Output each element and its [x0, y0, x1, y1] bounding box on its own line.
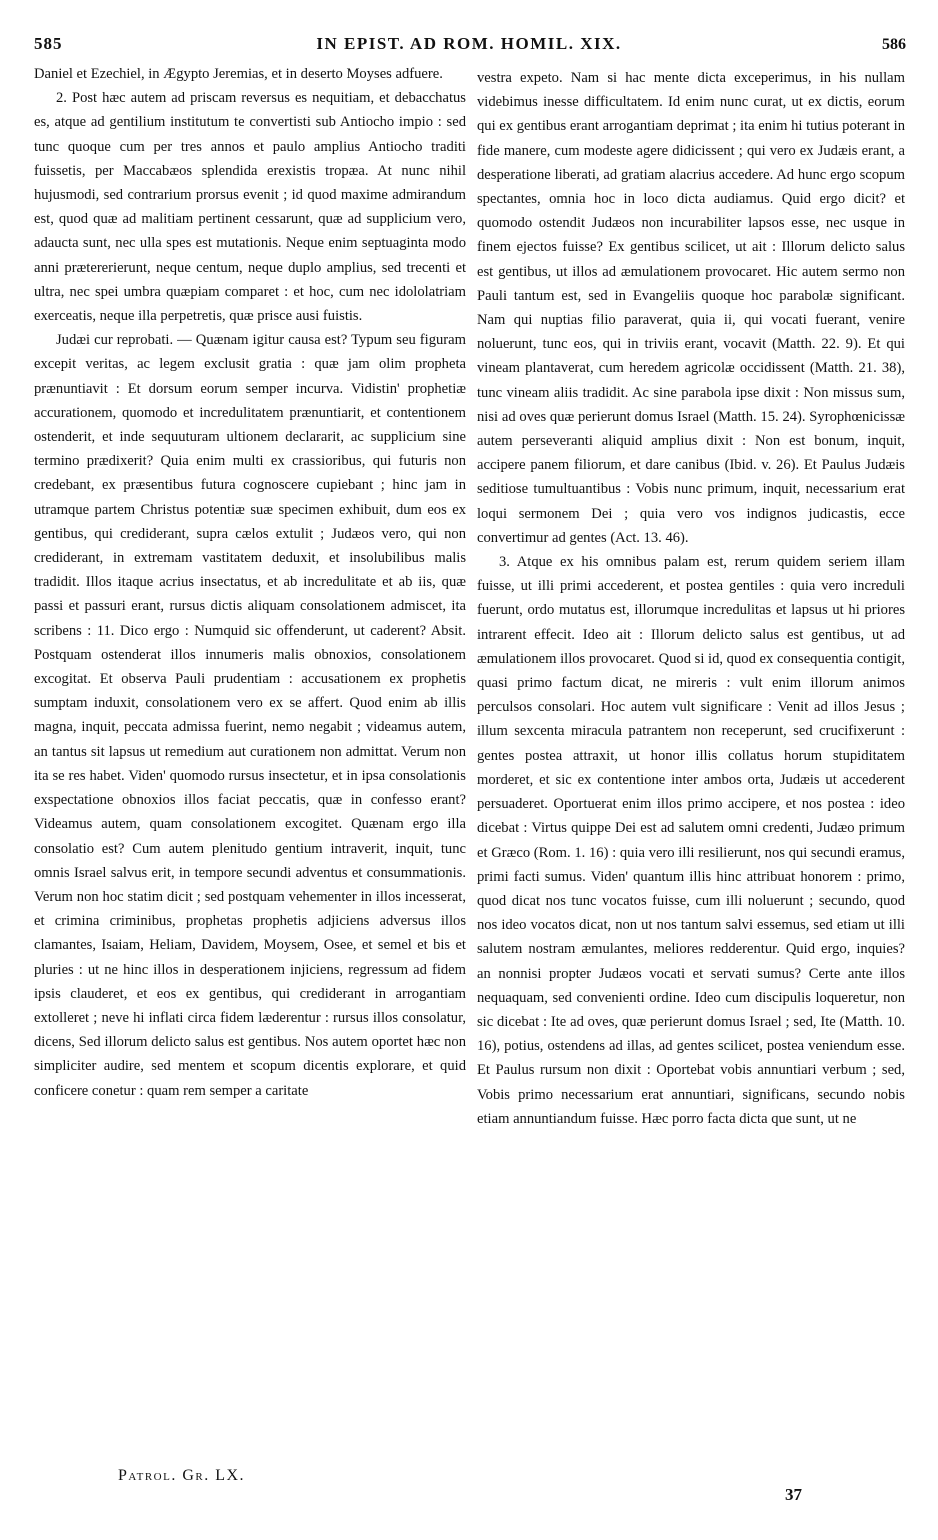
- paragraph: 3. Atque ex his omnibus palam est, rerum quidem seriem illam fuisse, ut illi primi accederent, et postea gentiles : quia vero increduli fuerunt, ordo mutatus est, illorumque incredulitas et lapsus ut hi priores intrarent effecit. Ideo ait : Illorum delicto salus est gentibus, ut ad æmulationem illos provocaret. Quod si id, quod ex consequentia contigit, quasi primo factum dicat, ne mireris : vult enim illorum animos perculsos consolari. Hoc autem vult significare : Venit ad illos Jesus ; illum sexcenta miracula patrantem non receperunt, sed crucifixerunt : gentes postea attraxit, ut honor illis collatus horum stupiditatem morderet, et sic ex contentione inter ambos orta, Judæis ut accederent persuaderet. Oportuerat enim illos primo accipere, et nos postea : ideo dicebat : Virtus quippe Dei est ad salutem omni credenti, Judæo primum et Græco (Rom. 1. 16) : quia vero illi resilierunt, nos qui secundi eramus, primi facti sumus. Viden' quantum illis hinc attribuat honorem : primo, quod dicat nos tunc vocatos fuisse, cum illi noluerunt ; secundo, quod nos ideo vocatos dicat, non ut nos tantum salvi essemus, sed etiam ut illi salutem nostram æmulantes, meliores redderentur. Quid ergo, inquies? an nonnisi propter Judæos vocati et servati sumus? Certe ante illos nequaquam, sed convenienti ordine. Ideo cum discipulis loqueretur, non sic dicebat : Ite ad oves, quæ perierunt domus Israel ; sed, Ite (Matth. 10. 16), potius, ostendens ad illas, ad gentes scilicet, postea veniendum esse. Et Paulus rursum non dixit : Oportebat vobis annuntiari verbum ; sed, Vobis primo necessarium erat annuntiari, significans, secundo nobis etiam annuntiandum fuisse. Hæc porro facta dicta que sunt, ut ne: [477, 554, 906, 1127]
- right-column-number: 586: [882, 36, 906, 53]
- running-title: IN EPIST. AD ROM. HOMIL. XIX.: [316, 34, 622, 53]
- paragraph: Judæi cur reprobati. — Quænam igitur causa est? Typum seu figuram excepit veritas, ac legem exclusit gratia : quæ jam olim propheta prænuntiavit : Et dorsum eorum semper incurva. Vidistin' prophetiæ accurationem, quomodo et incredulitatem prænuntiarit, et contentionem ostenderit, et inde sequuturam ultionem declararit, ac supplicium sine termino prædixerit? Quia enim multi ex crassioribus, qui futuris non credebant, ex præsentibus futura cognoscere cupiebant ; hinc jam in utramque partem Christus potentiæ suæ specimen exhibuit, dum eos ex gentibus, qui crediderant, supra cælos extulit ; Judæos vero, qui non crediderant, in extremam vastitatem deduxit, et insolubilibus malis tradidit. Illos itaque acrius insectatus, et ab incredulitate et ab iis, quæ passi et passuri erant, rursus dictis aliquam consolationem admiscet, ita scribens : 11. Dico ergo : Numquid sic offenderunt, ut caderent? Absit. Postquam ostenderat illos innumeris malis obnoxios, consolationem excogitat. Et observa Pauli prudentiam : accusationem ex prophetis sumptam induxit, consolationem vero ex se affert. Quod enim ab illis magna, inquit, peccata admissa fuerint, nemo negabit ; videamus autem, an tantus sit lapsus ut remedium aut curationem non admittat. Verum non ita se res habet. Viden' quomodo rursus insectetur, et in ipsa consolationis exspectatione obnoxios illos faciat peccatis, quæ in confesso erant? Videamus autem, quam consolationem excogitet. Quænam ergo illa consolatio est? Cum autem plenitudo gentium intraverit, inquit, tunc omnis Israel salvus erit, in tempore secundi adventus et consummationis. Verum non hoc statim dicit ; sed postquam vehementer in illos incesserat, et crimina criminibus, prophetas prophetis adjiciens adversus illos clamantes, Isaiam, Heliam, Davidem, Moysem, Osee, et semel et bis et pluries : ut ne hinc illos in desperationem injiciens, regressum ad fidem ipsis clauderet, et eos ex gentibus, qui crediderant in arrogantiam extolleret ; neve hi inflati circa fidem læderentur : rursus illos consolatur, dicens, Sed illorum delicto salus est gentibus. Nos autem oportet hæc non simpliciter audire, sed mentem et scopum dicentis explorare, et quid conficere conetur : quam rem semper a caritate: [34, 332, 466, 1099]
- page-footer: [30, 1465, 908, 1525]
- page-number: 37: [785, 1485, 802, 1504]
- left-text-column: [34, 62, 466, 1103]
- page-header: [30, 34, 908, 60]
- signature-mark: Patrol. Gr. LX.: [118, 1467, 246, 1484]
- left-column-number: 585: [34, 34, 63, 53]
- paragraph: 2. Post hæc autem ad priscam reversus es nequitiam, et debacchatus es, atque ad gentilium institutum te convertisti sub Antiocho impio : sed tunc quoque cum per tres annos et paulo amplius Antiocho traditi fuissetis, per Maccabæos splendida erexistis tropæa. At nunc nihil hujusmodi, sed contrarium prorsus evenit ; id quod maxime admirandum est, quod quæ ad malitiam pertinent cessarunt, quæ ad supplicium vero, adaucta sunt, nec ulla spes est mutationis. Neque enim septuaginta modo anni prætererierunt, neque centum, neque duplo amplius, sed trecenti et ultra, nec spei umbra quæpiam comparet : et hoc, cum nec idololatriam exerceatis, neque illa perpetretis, quæ prisce ausi fuistis.: [34, 90, 466, 325]
- paragraph: Daniel et Ezechiel, in Ægypto Jeremias, et in deserto Moyses adfuere.: [34, 66, 443, 82]
- paragraph: vestra expeto. Nam si hac mente dicta exceperimus, in his nullam videbimus inesse difficultatem. Id enim nunc curat, ut ex dictis, eorum qui ex gentibus erant arrogantiam deprimat ; ita enim hi tutius poterant in fide manere, cum modeste agere didicissent ; qui vero ex Judæis erant, a desperatione liberati, ad gratiam alacrius accedere. Ad hunc ergo scopum spectantes, omnia hoc in loco dicta audiamus. Quid ergo dicit? et quomodo ostendit Judæos non incurabiliter lapsos esse, nec usque in finem ejectos fuisse? Ex gentibus scilicet, ut ait : Illorum delicto salus est gentibus, ut illos ad æmulationem provocaret. Hic autem sermo non Pauli tantum est, sed in Evangeliis quoque hoc parabolæ significant. Nam qui nuptias filio paraverat, quia ii, qui vocati fuerant, venire noluerunt, tunc eos, qui in triviis erant, vocavit (Matth. 22. 9). Et qui vineam plantaverat, cum heredem agricolæ occidissent (Matth. 21. 38), tunc vineam aliis tradidit. Ac sine parabola ipse dixit : Non missus sum, nisi ad oves quæ perierunt domus Israel (Matth. 15. 24). Syrophœnicissæ autem perseveranti aliquid amplius dixit : Non est bonum, inquit, accipere panem filiorum, et dare canibus (Ibid. v. 26). Et Paulus Judæis seditiose tumultuantibus : Vobis nunc primum, inquit, necessarium erat loqui sermonem Dei ; quia vero vos indignos judicastis, ecce convertimur ad gentes (Act. 13. 46).: [477, 70, 905, 546]
- right-text-column: [477, 66, 905, 1131]
